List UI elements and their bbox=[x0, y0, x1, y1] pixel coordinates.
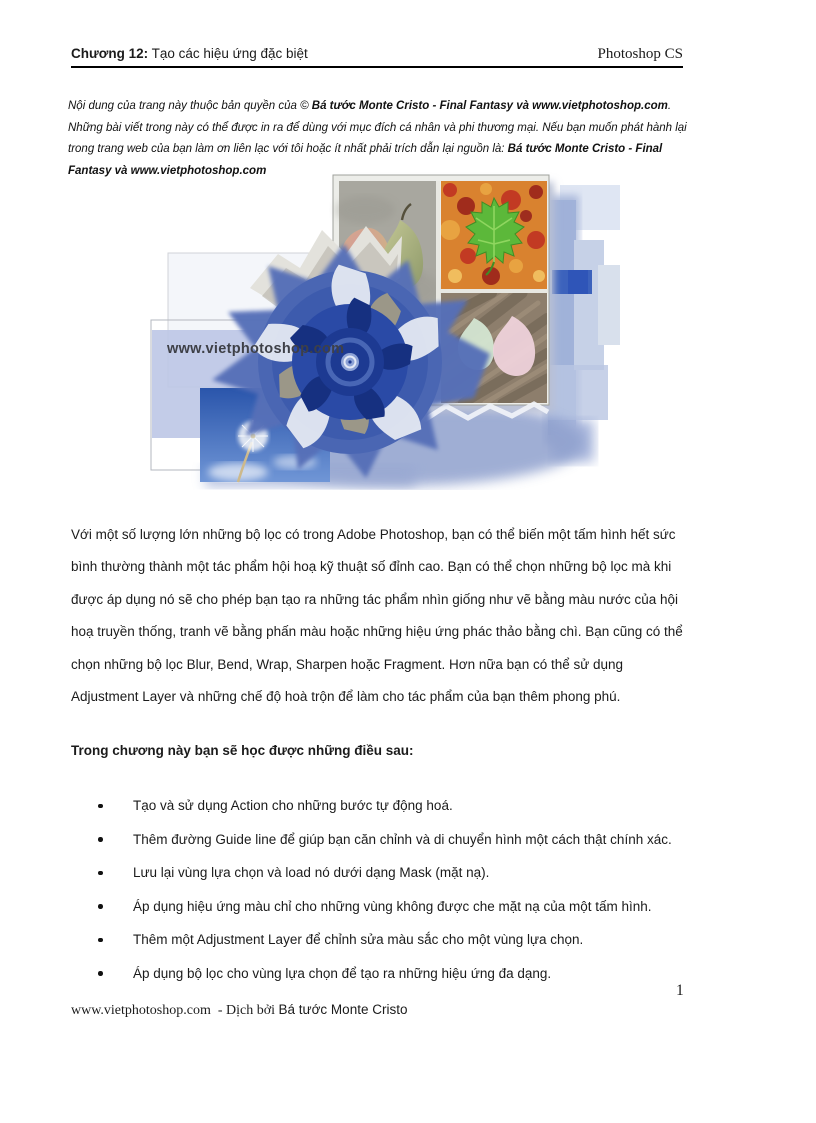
list-item bbox=[71, 856, 711, 890]
list-item bbox=[71, 890, 711, 924]
list-item bbox=[71, 823, 711, 857]
paragraph-line: bình thường thành một tác phẩm hội hoạ kỹ thuật số đỉnh cao. Bạn có thể chọn những bộ lọc mà khi bbox=[71, 559, 672, 575]
artwork-canvas bbox=[150, 170, 650, 490]
copyright-segment: . Những bài viết trong này có thể được in ra để dùng với mục đích cá nhân và phi thương mại. Nếu bạn muốn phát hành lại trong trang web của bạn làm ơn liên lạc với tôi hoặc ít nhất phải trích dẫn lại nguồn là: bbox=[68, 100, 687, 156]
paragraph-line: chọn những bộ lọc Blur, Bend, Wrap, Sharpen hoặc Fragment. Hơn nữa bạn có thể sử dụng bbox=[71, 656, 624, 672]
bullet-icon bbox=[98, 904, 103, 909]
list-item bbox=[71, 923, 711, 957]
list-item-text: Tạo và sử dụng Action cho những bước tự động hoá. bbox=[133, 798, 453, 813]
page-footer bbox=[71, 1002, 407, 1019]
footer-separator: - Dịch bởi bbox=[210, 1003, 279, 1018]
list-item bbox=[71, 789, 711, 823]
chapter-number: Chương 12: bbox=[71, 46, 149, 61]
autumn-photo bbox=[440, 181, 547, 291]
list-item-text: Thêm một Adjustment Layer để chỉnh sửa màu sắc cho một vùng lựa chọn. bbox=[133, 932, 584, 948]
copyright-segment: Bá tước Monte Cristo - Final Fantasy và www.vietphotoshop.com bbox=[311, 100, 668, 112]
page-number: 1 bbox=[676, 982, 684, 999]
bullet-icon bbox=[98, 971, 103, 976]
footer-site: www.vietphotoshop.com bbox=[71, 1003, 211, 1018]
section-heading: Trong chương này bạn sẽ học được những điều sau: bbox=[71, 743, 414, 758]
bullet-icon bbox=[98, 837, 103, 842]
bullet-icon bbox=[98, 804, 103, 809]
list-item-text: Áp dụng bộ lọc cho vùng lựa chọn để tạo ra những hiệu ứng đa dạng. bbox=[133, 965, 552, 981]
copyright-segment: Bá tước Monte Cristo - Final Fantasy và www.vietphotoshop.com bbox=[68, 143, 663, 177]
list-item-text: Áp dụng hiệu ứng màu chỉ cho những vùng không được che mặt nạ của một tấm hình. bbox=[133, 898, 652, 914]
photoshop-artwork bbox=[150, 170, 650, 490]
footer-translator: Bá tước Monte Cristo bbox=[278, 1002, 408, 1017]
list-item-text: Thêm đường Guide line để giúp bạn căn chỉnh và di chuyển hình một cách thật chính xác. bbox=[133, 831, 672, 847]
header-brand: Photoshop CS bbox=[597, 46, 683, 62]
paragraph-line: được áp dụng nó sẽ cho phép bạn tạo ra những tác phẩm nhìn giống như vẽ bằng màu nước của hội bbox=[71, 591, 679, 607]
paragraph-line: Adjustment Layer và những chế độ hoà trộn để làm cho tác phẩm của bạn thêm phong phú. bbox=[71, 688, 621, 704]
paragraph-line: Với một số lượng lớn những bộ lọc có trong Adobe Photoshop, bạn có thể biến một tấm hình hết sức bbox=[71, 527, 676, 542]
bullet-icon bbox=[98, 871, 103, 876]
list-item bbox=[71, 957, 711, 991]
list-item-text: Lưu lại vùng lựa chọn và load nó dưới dạng Mask (mặt nạ). bbox=[133, 865, 490, 881]
page-header bbox=[71, 46, 683, 68]
copyright-segment: Nội dung của trang này thuộc bản quyền của © bbox=[68, 100, 312, 112]
learning-list bbox=[71, 789, 711, 991]
watermark-text: www.vietphotoshop.com bbox=[167, 341, 345, 357]
chapter-title: Tạo các hiệu ứng đặc biệt bbox=[148, 46, 308, 61]
bullet-icon bbox=[98, 938, 103, 943]
paragraph-line: hoạ truyền thống, tranh vẽ bằng phấn màu hoặc những hiệu ứng phác thảo bằng chì. Bạn cũng có thể bbox=[71, 624, 683, 640]
chapter-heading bbox=[71, 46, 308, 61]
intro-paragraph bbox=[71, 519, 711, 713]
